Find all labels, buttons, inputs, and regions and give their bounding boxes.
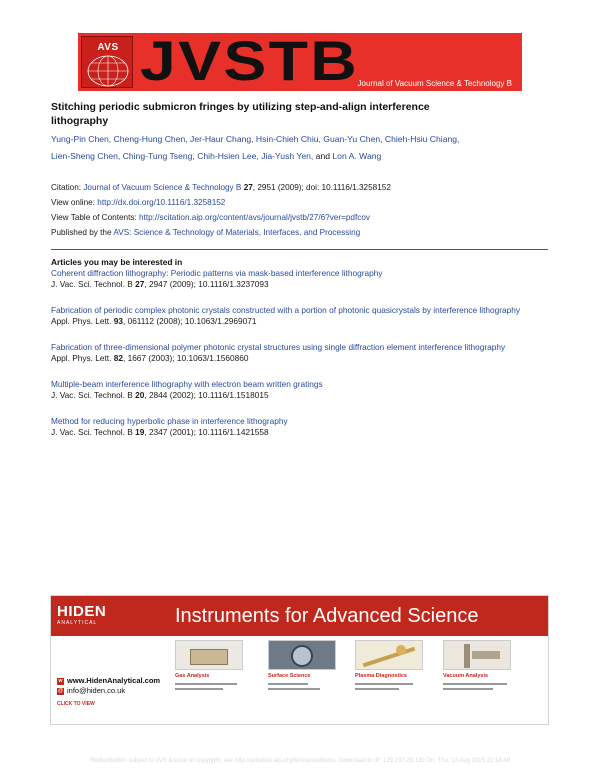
related-article-citation	[51, 390, 551, 401]
ad-website: www.HidenAnalytical.com	[67, 676, 161, 685]
citation-label: Citation:	[51, 183, 84, 192]
published-row	[51, 225, 551, 240]
cite-suffix: , 2947 (2009); 10.1116/1.3237093	[144, 279, 269, 289]
journal-title-logo: JVSTB	[140, 33, 360, 91]
view-online-label: View online:	[51, 198, 98, 207]
cite-prefix: J. Vac. Sci. Technol. B	[51, 390, 136, 400]
related-article-title-link[interactable]: Fabrication of periodic complex photonic crystals constructed with a portion of photonic quasicrystals by interference lithography	[51, 305, 521, 315]
ad-email-row[interactable]	[57, 686, 165, 696]
related-article-title-link[interactable]: Fabrication of three-dimensional polymer photonic crystal structures using single diffraction element interference lithography	[51, 342, 506, 352]
hiden-logo-main: HIDEN	[57, 603, 107, 620]
authors-line2[interactable]: Lien-Sheng Chen, Ching-Tung Tseng, Chih-Hsien Lee, Jia-Yush Yen,	[51, 151, 314, 161]
ad-click-label: CLICK TO VIEW	[57, 701, 95, 707]
ad-product-surface-science[interactable]	[268, 640, 338, 690]
toc-label: View Table of Contents:	[51, 213, 139, 222]
ad-product-text-line	[268, 683, 308, 685]
ad-product-text-line	[443, 683, 507, 685]
cite-prefix: Appl. Phys. Lett.	[51, 353, 114, 363]
ad-header	[51, 596, 548, 636]
cite-volume: 19	[135, 427, 145, 437]
ad-product-text-line	[443, 688, 493, 690]
ad-product-title: Vacuum Analysis	[443, 673, 489, 679]
ad-contact	[57, 676, 165, 709]
ad-email: info@hiden.co.uk	[67, 686, 126, 695]
cite-volume: 20	[135, 390, 145, 400]
related-article-citation	[51, 279, 551, 290]
email-icon: @	[57, 687, 64, 694]
ad-product-vacuum-analysis[interactable]	[443, 640, 513, 690]
related-article-citation	[51, 316, 551, 327]
related-article-title-link[interactable]: Coherent diffraction lithography: Periodic patterns via mask-based interference lithography	[51, 268, 383, 278]
related-article	[51, 342, 551, 364]
published-label: Published by the	[51, 228, 114, 237]
author-list	[51, 131, 551, 165]
plasma-probe-icon	[355, 640, 423, 670]
avs-logo-icon	[81, 36, 133, 88]
related-article-citation	[51, 353, 551, 364]
ad-click-to-view[interactable]	[57, 700, 165, 709]
citation-row	[51, 180, 551, 195]
ad-headline: Instruments for Advanced Science	[175, 605, 479, 627]
cite-volume: 27	[135, 279, 145, 289]
toc-row	[51, 210, 551, 225]
hiden-logo-sub: ANALYTICAL	[57, 620, 98, 626]
related-article	[51, 379, 551, 401]
citation-rest: , 2951 (2009); doi: 10.1116/1.3258152	[252, 183, 391, 192]
related-articles-heading: Articles you may be interested in	[51, 257, 183, 267]
authors-and: and	[313, 151, 333, 161]
authors-line2-wrap	[51, 148, 551, 165]
citation-journal-link[interactable]: Journal of Vacuum Science & Technology B	[83, 183, 242, 192]
gas-analyzer-icon	[175, 640, 243, 670]
publisher-link[interactable]: AVS: Science & Technology of Materials, Interfaces, and Processing	[113, 228, 361, 237]
ad-product-text-line	[175, 683, 237, 685]
divider	[51, 249, 548, 250]
avs-logo-text: AVS	[97, 42, 119, 53]
authors-last[interactable]: Lon A. Wang	[332, 151, 382, 161]
cite-volume: 93	[113, 316, 123, 326]
related-article-citation	[51, 427, 551, 438]
authors-line1[interactable]: Yung-Pin Chen, Cheng-Hung Chen, Jer-Haur Chang, Hsin-Chieh Chiu, Guan-Yu Chen, Chieh-Hsiu Chiang,	[51, 134, 460, 144]
ad-product-text-line	[268, 688, 320, 690]
toc-link[interactable]: http://scitation.aip.org/content/avs/journal/jvstb/27/6?ver=pdfcov	[139, 213, 370, 222]
related-article-title-link[interactable]: Multiple-beam interference lithography with electron beam written gratings	[51, 379, 323, 389]
ad-product-text-line	[355, 683, 413, 685]
cite-prefix: J. Vac. Sci. Technol. B	[51, 427, 136, 437]
ad-product-gas-analysis[interactable]	[175, 640, 245, 690]
ad-product-title: Surface Science	[268, 673, 311, 679]
related-article	[51, 268, 551, 290]
hiden-logo	[57, 603, 115, 629]
cite-prefix: J. Vac. Sci. Technol. B	[51, 279, 136, 289]
cite-suffix: , 2347 (2001); 10.1116/1.1421558	[144, 427, 269, 437]
ad-product-title: Gas Analysis	[175, 673, 210, 679]
citation-volume: 27	[243, 183, 253, 192]
ad-website-row[interactable]	[57, 676, 165, 686]
cite-suffix: , 061112 (2008); 10.1063/1.2969071	[122, 316, 257, 326]
web-icon: w	[58, 677, 63, 684]
journal-subtitle: Journal of Vacuum Science & Technology B	[357, 79, 512, 88]
hiden-advertisement[interactable]	[50, 595, 549, 725]
ad-product-plasma-diagnostics[interactable]	[355, 640, 425, 690]
article-title-line1: Stitching periodic submicron fringes by utilizing step-and-align interference	[51, 101, 430, 113]
related-article	[51, 305, 551, 327]
cite-suffix: , 2844 (2002); 10.1116/1.1518015	[144, 390, 269, 400]
cite-volume: 82	[113, 353, 123, 363]
view-online-link[interactable]: http://dx.doi.org/10.1116/1.3258152	[97, 198, 226, 207]
article-title-line2: lithography	[51, 115, 109, 127]
article-title	[51, 100, 531, 128]
vacuum-analyzer-icon	[443, 640, 511, 670]
related-articles	[51, 256, 551, 453]
ad-product-title: Plasma Diagnostics	[355, 673, 407, 679]
globe-grid-icon	[83, 54, 133, 88]
ad-product-text-line	[355, 688, 399, 690]
related-article	[51, 416, 551, 438]
surface-science-icon	[268, 640, 336, 670]
citation-meta	[51, 180, 551, 240]
cite-prefix: Appl. Phys. Lett.	[51, 316, 114, 326]
redistribution-footer: Redistribution subject to AVS license or copyright; see http://scitation.aip.org/termsconditions. Download to IP: 129.237.29.130 On: Thu, 13 Aug 2015 21:18:49	[89, 758, 511, 764]
cite-suffix: , 1667 (2003); 10.1063/1.1560860	[122, 353, 249, 363]
ad-product-text-line	[175, 688, 223, 690]
view-online-row	[51, 195, 551, 210]
journal-banner	[78, 33, 522, 91]
related-article-title-link[interactable]: Method for reducing hyperbolic phase in interference lithography	[51, 416, 288, 426]
